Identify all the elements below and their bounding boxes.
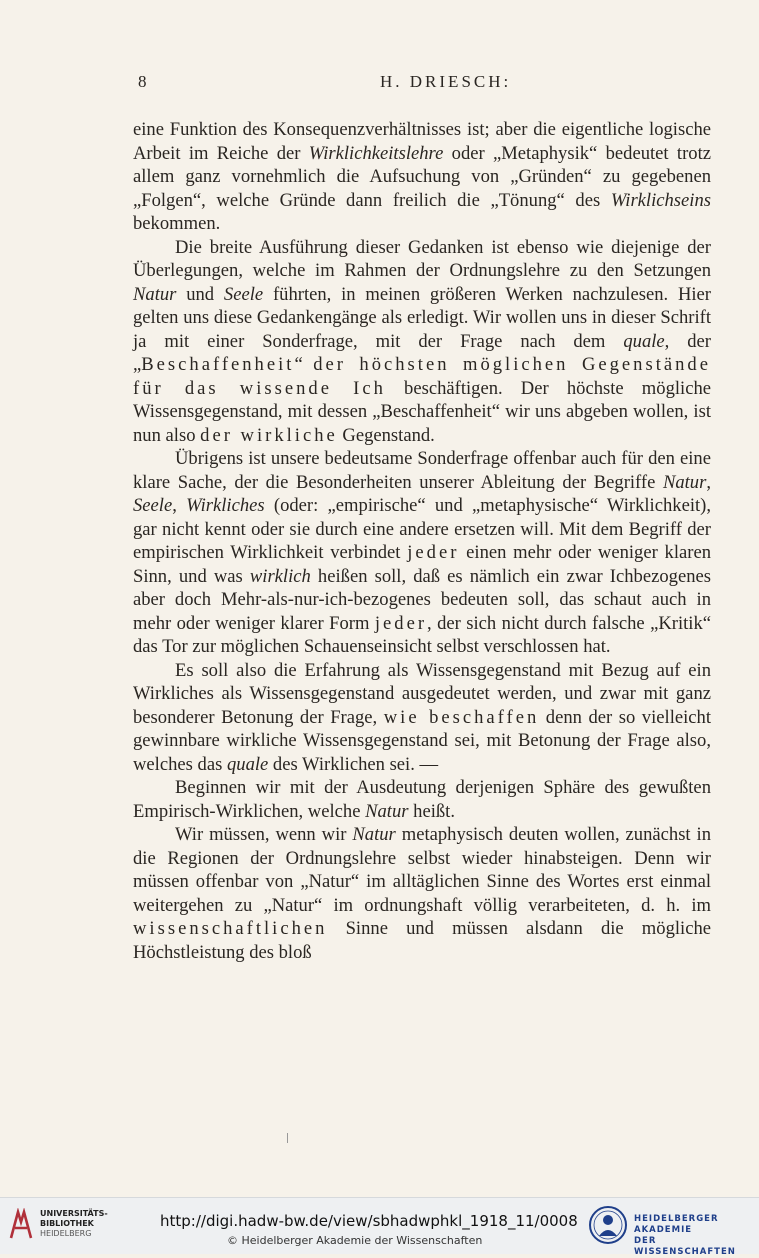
text-run: Die breite Ausführung dieser Gedanken ist ebenso wie diejenige der Überlegungen, welche im Rahmen der Ordnungslehre zu den Setzungen: [133, 236, 711, 281]
spaced-text: jeder: [407, 542, 460, 563]
running-head: H. DRIESCH:: [380, 72, 512, 91]
text-run: Beginnen wir mit der Ausdeutung derjenigen Sphäre des gewußten Empirisch-Wirklichen, welche: [133, 777, 711, 822]
academy-name: HEIDELBERGER AKADEMIE DER WISSENSCHAFTEN: [634, 1214, 736, 1257]
university-library-name: UNIVERSITÄTS- BIBLIOTHEK HEIDELBERG: [40, 1209, 108, 1238]
paragraph-3: [133, 447, 711, 659]
spaced-text: der höchsten möglichen Gegenstände für das wissende Ich: [133, 354, 711, 399]
italic-text: Wirklichkeitslehre: [308, 142, 444, 164]
permalink-url[interactable]: http://digi.hadw-bw.de/view/sbhadwphkl_1918_11/0008: [160, 1212, 578, 1230]
italic-text: wirklich: [249, 565, 311, 587]
spaced-text: der wirkliche: [200, 424, 338, 446]
text-run: , der „: [133, 330, 711, 375]
copyright-notice: © Heidelberger Akademie der Wissenschaften: [227, 1234, 483, 1247]
italic-text: quale: [623, 330, 665, 352]
text-run: , der sich nicht durch falsche „Kritik“ das Tor zur möglichen Schauenseinsicht selbst verschlossen hat.: [133, 612, 711, 657]
academy-seal-icon: [588, 1205, 628, 1245]
text-run: eine Funktion des Konsequenzverhältnisses ist; aber die eigentliche logische Arbeit im Reiche der: [133, 119, 711, 164]
text-run: führten, in meinen größeren Werken nachzulesen. Hier gelten uns diese Gedankengänge als erledigt. Wir wollen uns in dieser Schrift ja mit einer Sonderfrage, mit der Frage nach dem: [133, 283, 711, 352]
spaced-text: wissenschaftlichen: [133, 918, 328, 939]
paragraph-5: [133, 776, 711, 823]
text-run: Übrigens ist unsere bedeutsame Sonderfrage offenbar auch für den eine klare Sache, der die Besonderheiten unserer Ableitung der Begriffe: [133, 448, 711, 493]
text-run: Sinne und müssen alsdann die mögliche Höchstleistung des bloß: [133, 918, 711, 963]
text-run: “: [294, 354, 314, 375]
body-text: [133, 118, 711, 964]
scan-mark: [287, 1133, 288, 1143]
paragraph-2: [133, 236, 711, 448]
paragraph-1: [133, 118, 711, 236]
italic-text: quale: [226, 753, 269, 775]
paragraph-6: [133, 823, 711, 964]
italic-text: Natur: [662, 471, 707, 493]
text-run: Gegenstand.: [337, 424, 435, 446]
italic-text: Natur: [365, 800, 409, 822]
text-run: ,: [172, 495, 187, 516]
text-run: beschäftigen. Der höchste mögliche Wissensgegenstand, mit dessen „Beschaffenheit“ wir uns abgeben wollen, ist nun also: [133, 377, 711, 446]
page-number: 8: [138, 72, 148, 91]
text-run: oder „Metaphysik“ bedeutet trotz allem ganz vornehmlich die Aufsuchung von „Gründen“ zu gegebenen „Folgen“, welche Gründe dann freilich die „Tönung“ des: [133, 142, 711, 211]
text-run: Wir müssen, wenn wir: [175, 824, 353, 845]
paragraph-4: [133, 659, 711, 777]
text-run: denn der so vielleicht gewinnbare wirkliche Wissensgegenstand sei, mit Betonung der Frage also, welches das: [133, 706, 711, 775]
italic-text: Seele: [223, 283, 264, 305]
spaced-text: jeder: [374, 612, 428, 634]
text-run: heißt.: [408, 800, 455, 822]
italic-text: Natur: [352, 824, 396, 845]
text-run: des Wirklichen sei. —: [268, 753, 439, 775]
italic-text: Wirkliches: [186, 495, 265, 516]
text-run: und: [176, 283, 224, 305]
viewer-footer: [0, 1197, 759, 1257]
spaced-text: wie beschaffen: [383, 706, 540, 728]
text-run: einen mehr oder weniger klaren Sinn, und was: [133, 542, 712, 587]
italic-text: Natur: [133, 283, 177, 305]
text-run: heißen soll, daß es nämlich ein zwar Ichbezogenes aber doch Mehr-als-nur-ich-bezogenes bedeuten soll, das schaut auch in mehr oder weniger klarer Form: [133, 565, 711, 634]
page-header: [0, 72, 759, 98]
text-run: metaphysisch deuten wollen, zunächst in die Regionen der Ordnungslehre selbst wieder hinabsteigen. Denn wir müssen offenbar von „Natur“ im alltäglichen Sinne des Wortes erst einmal weitergehen zu „Natur“ im ordnungshaft völlig verarbeiteten, d. h. im: [133, 824, 711, 916]
text-run: ,: [706, 471, 711, 493]
text-run: (oder: „empirische“ und „metaphysische“ Wirklichkeit), gar nicht kennt oder sie durch eine andere ersetzen will. Mit dem Begriff der empirischen Wirklichkeit verbindet: [133, 495, 711, 563]
text-run: Es soll also die Erfahrung als Wissensgegenstand mit Bezug auf ein Wirkliches als Wissensgegenstand ausgedeutet werden, und zwar mit ganz besonderer Betonung der Frage,: [133, 659, 711, 728]
text-run: bekommen.: [133, 213, 221, 234]
university-library-logo-icon: [8, 1208, 34, 1242]
spaced-text: Beschaffenheit: [141, 354, 295, 375]
italic-text: Wirklichseins: [610, 189, 711, 211]
italic-text: Seele: [133, 495, 173, 516]
